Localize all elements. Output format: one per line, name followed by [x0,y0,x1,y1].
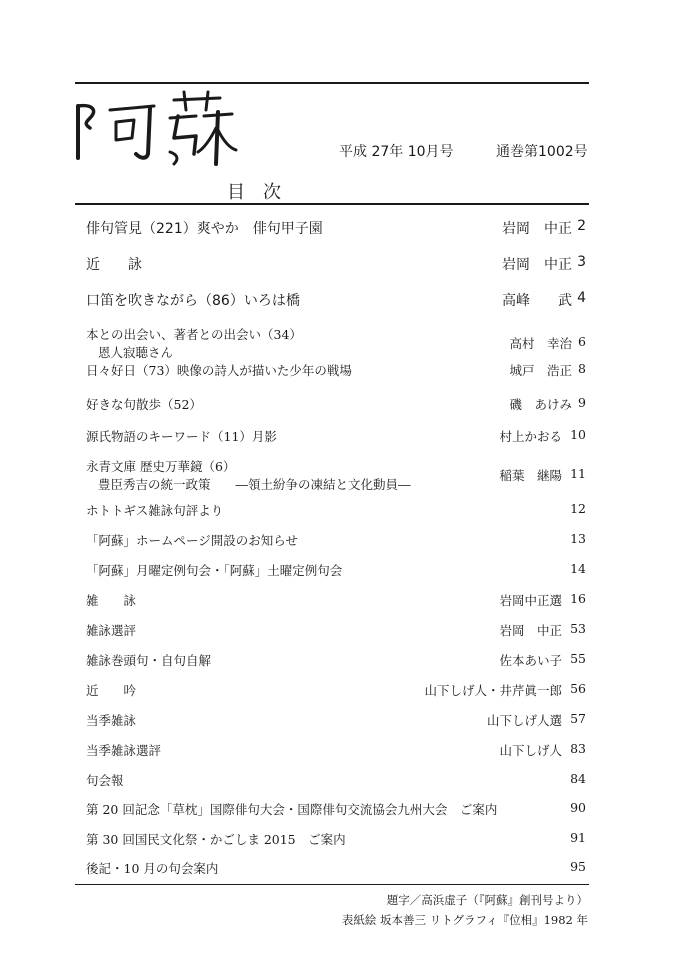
toc-title: 第 20 回記念「草枕」国際俳句大会・国際俳句交流協会九州大会 ご案内 [86,802,498,817]
toc-row [86,741,586,761]
toc-page-number: 6 [578,334,586,349]
toc-page-number: 14 [570,561,586,576]
toc-title: 「阿蘇」ホームページ開設のお知らせ [86,533,298,548]
toc-row [86,501,586,521]
toc-title: 永青文庫 歴史万華鏡（6） [86,459,236,474]
toc-author: 稲葉 継陽 [499,468,562,483]
toc-title: 近 詠 [86,257,142,273]
toc-title: 源氏物語のキーワード（11）月影 [86,429,277,444]
toc-page-number: 57 [570,711,586,726]
toc-row [86,457,586,493]
toc-title: 好きな句散歩（52） [86,397,202,412]
toc-author: 磯 あけみ [509,397,572,412]
toc-author: 村上かおる [499,429,562,444]
toc-row [86,591,586,611]
toc-title: 句会報 [86,773,124,788]
toc-subtitle: 恩人寂聴さん [98,345,174,360]
toc-author: 佐本あい子 [499,653,562,668]
toc-row [86,254,586,274]
toc-title: 本との出会い、著者との出会い（34） [86,327,302,342]
toc-row [86,771,586,791]
toc-row [86,427,586,447]
toc-author: 岩岡 中正 [499,623,562,638]
toc-row [86,325,586,361]
bottom-rule [75,884,589,885]
toc-page-number: 10 [570,427,586,442]
toc-page-number: 13 [570,531,586,546]
cover-art-credit: 表紙絵 坂本善三 リトグラフィ『位相』1982 年 [341,913,588,927]
toc-author: 岩岡 中正 [502,257,572,273]
toc-row [86,531,586,551]
toc-title: 雑詠選評 [86,623,137,638]
toc-title: 第 30 回国民文化祭・かごしま 2015 ご案内 [86,832,346,847]
toc-title: 雑 詠 [86,593,137,608]
heading-rule [75,203,589,205]
toc-author: 高峰 武 [502,293,572,309]
issue-date: 平成 27年 10月号 [339,144,454,160]
toc-row [86,830,586,850]
toc-row [86,621,586,641]
toc-row [86,711,586,731]
toc-page-number: 12 [570,501,586,516]
toc-page-number: 4 [577,290,586,306]
toc-author: 岩岡 中正 [502,221,572,237]
toc-page-number: 84 [570,771,586,786]
toc-page-number: 90 [570,800,586,815]
toc-title: 「阿蘇」月曜定例句会・「阿蘇」土曜定例句会 [86,563,343,578]
toc-row [86,218,586,238]
toc-title: 雑詠巻頭句・自句自解 [86,653,212,668]
toc-row [86,395,586,415]
toc-row [86,681,586,701]
toc-author: 城戸 浩正 [509,363,572,378]
toc-page-number: 16 [570,591,586,606]
toc-page-number: 3 [577,254,586,270]
toc-title: 当季雑詠選評 [86,743,162,758]
toc-title: 当季雑詠 [86,713,137,728]
toc-title: 日々好日（73）映像の詩人が描いた少年の戦場 [86,363,352,378]
volume-number: 通巻第1002号 [496,144,588,160]
toc-author: 高村 幸治 [509,336,572,351]
toc-row [86,651,586,671]
toc-page-number: 2 [577,218,586,234]
toc-title: 後記・10 月の句会案内 [86,861,219,876]
toc-row [86,859,586,879]
toc-author: 山下しげ人・井芹眞一郎 [424,683,562,698]
toc-title: ホトトギス雑詠句評より [86,503,224,518]
toc-subtitle: 豊臣秀吉の統一政策 ―領土紛争の凍結と文化動員― [98,477,411,492]
toc-page-number: 55 [570,651,586,666]
toc-page-number: 83 [570,741,586,756]
toc-title: 口笛を吹きながら（86）いろは橋 [86,293,300,309]
toc-title: 近 吟 [86,683,137,698]
toc-author: 岩岡中正選 [499,593,562,608]
toc-page-number: 53 [570,621,586,636]
toc-author: 山下しげ人 [499,743,562,758]
toc-title: 俳句管見（221）爽やか 俳句甲子園 [86,221,323,237]
toc-page-number: 9 [578,395,586,410]
toc-page-number: 91 [570,830,586,845]
toc-page-number: 95 [570,859,586,874]
toc-row [86,361,586,381]
top-rule [75,82,589,84]
toc-page-number: 11 [570,466,586,481]
toc-row [86,800,586,820]
aso-calligraphy-logo [70,88,240,170]
toc-heading: 目次 [227,182,299,203]
toc-page-number: 8 [578,361,586,376]
toc-row [86,290,586,310]
toc-page-number: 56 [570,681,586,696]
toc-row [86,561,586,581]
toc-author: 山下しげ人選 [486,713,562,728]
title-calligraphy-credit: 題字／高浜虚子（『阿蘇』創刊号より） [386,893,588,907]
